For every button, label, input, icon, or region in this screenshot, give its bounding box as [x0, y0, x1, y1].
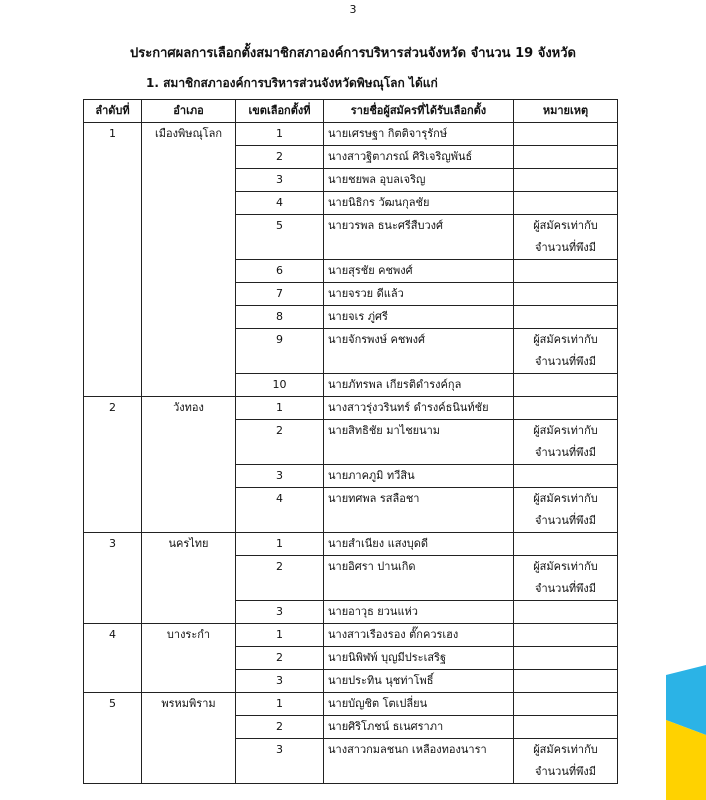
header-zone: เขตเลือกตั้งที่	[236, 100, 324, 123]
table-row	[84, 647, 618, 670]
cell-note	[514, 192, 618, 215]
cell-note	[514, 306, 618, 329]
cell-order	[84, 716, 142, 739]
cell-order	[84, 169, 142, 192]
section-subtitle: 1. สมาชิกสภาองค์การบริหารส่วนจังหวัดพิษณุโลก ได้แก่	[146, 76, 438, 90]
cell-zone: 1	[236, 123, 324, 146]
cell-note: ผู้สมัครเท่ากับ จำนวนที่พึงมี	[514, 420, 618, 465]
cell-zone: 3	[236, 739, 324, 784]
cell-candidate-name: นายบัญชิต โตเปลี่ยน	[324, 693, 514, 716]
cell-note: ผู้สมัครเท่ากับ จำนวนที่พึงมี	[514, 488, 618, 533]
cell-district	[142, 374, 236, 397]
table-row	[84, 123, 618, 146]
cell-note	[514, 397, 618, 420]
cell-district: พรหมพิราม	[142, 693, 236, 716]
cell-candidate-name: นายศิริโภชน์ ธเนศราภา	[324, 716, 514, 739]
cell-zone: 5	[236, 215, 324, 260]
cell-note	[514, 283, 618, 306]
cell-note	[514, 601, 618, 624]
table-row	[84, 329, 618, 374]
cell-district: บางระกำ	[142, 624, 236, 647]
table-row	[84, 146, 618, 169]
cell-candidate-name: นายเศรษฐา กิตติจารุรักษ์	[324, 123, 514, 146]
cell-candidate-name: นายอาวุธ ยวนแห่ว	[324, 601, 514, 624]
cell-zone: 1	[236, 397, 324, 420]
cell-note: ผู้สมัครเท่ากับ จำนวนที่พึงมี	[514, 215, 618, 260]
cell-order	[84, 488, 142, 533]
cell-zone: 2	[236, 420, 324, 465]
cell-district	[142, 670, 236, 693]
cell-zone: 7	[236, 283, 324, 306]
cell-order: 5	[84, 693, 142, 716]
cell-note: ผู้สมัครเท่ากับ จำนวนที่พึงมี	[514, 329, 618, 374]
cell-district	[142, 169, 236, 192]
cell-candidate-name: นางสาวเรืองรอง ตั๊กควรเฮง	[324, 624, 514, 647]
cell-note	[514, 123, 618, 146]
cell-candidate-name: นายภัทรพล เกียรติดำรงค์กุล	[324, 374, 514, 397]
cell-district	[142, 488, 236, 533]
cell-district	[142, 465, 236, 488]
table-row	[84, 693, 618, 716]
cell-candidate-name: นายชยพล อุบลเจริญ	[324, 169, 514, 192]
cell-district	[142, 192, 236, 215]
cell-note	[514, 260, 618, 283]
cell-note	[514, 647, 618, 670]
cell-district	[142, 329, 236, 374]
cell-district	[142, 739, 236, 784]
cell-district: วังทอง	[142, 397, 236, 420]
cell-zone: 8	[236, 306, 324, 329]
cell-district	[142, 215, 236, 260]
cell-candidate-name: นายทศพล รสลือชา	[324, 488, 514, 533]
cell-candidate-name: นายจเร ภู่ศรี	[324, 306, 514, 329]
cell-order	[84, 260, 142, 283]
cell-candidate-name: นายนิธิกร วัฒนกุลชัย	[324, 192, 514, 215]
table-row	[84, 488, 618, 533]
cell-district: เมืองพิษณุโลก	[142, 123, 236, 146]
cell-candidate-name: นางสาวกมลชนก เหลืองทองนารา	[324, 739, 514, 784]
cell-candidate-name: นางสาวรุ่งวรินทร์ ดำรงค์ธนินท์ชัย	[324, 397, 514, 420]
cell-order: 4	[84, 624, 142, 647]
page-number: 3	[349, 3, 357, 16]
cell-candidate-name: นายจักรพงษ์ คชพงศ์	[324, 329, 514, 374]
cell-candidate-name: นายสุรชัย คชพงศ์	[324, 260, 514, 283]
table-row	[84, 192, 618, 215]
cell-zone: 1	[236, 624, 324, 647]
cell-zone: 9	[236, 329, 324, 374]
cell-candidate-name: นายสำเนียง แสงบุดดี	[324, 533, 514, 556]
table-row	[84, 556, 618, 601]
table-row	[84, 716, 618, 739]
cell-order	[84, 283, 142, 306]
cell-candidate-name: นายนิพิฬพ์ บุญมีประเสริฐ	[324, 647, 514, 670]
cell-candidate-name: นายภาคภูมิ ทวีสิน	[324, 465, 514, 488]
table-row	[84, 215, 618, 260]
cell-note	[514, 374, 618, 397]
cell-note	[514, 465, 618, 488]
cell-district	[142, 601, 236, 624]
cell-zone: 2	[236, 647, 324, 670]
table-row	[84, 739, 618, 784]
table-row	[84, 374, 618, 397]
cell-zone: 2	[236, 716, 324, 739]
cell-order	[84, 601, 142, 624]
cell-zone: 2	[236, 556, 324, 601]
results-table	[83, 99, 618, 784]
cell-order	[84, 374, 142, 397]
cell-zone: 6	[236, 260, 324, 283]
cell-district	[142, 260, 236, 283]
cell-candidate-name: นางสาวฐิตาภรณ์ ศิริเจริญพันธ์	[324, 146, 514, 169]
cell-order	[84, 465, 142, 488]
cell-candidate-name: นายประทิน นุชท่าโพธิ์	[324, 670, 514, 693]
cell-district	[142, 647, 236, 670]
cell-order	[84, 192, 142, 215]
cell-order	[84, 739, 142, 784]
cell-note: ผู้สมัครเท่ากับ จำนวนที่พึงมี	[514, 739, 618, 784]
header-candidate: รายชื่อผู้สมัครที่ได้รับเลือกตั้ง	[324, 100, 514, 123]
table-row	[84, 533, 618, 556]
table-row	[84, 465, 618, 488]
cell-order: 1	[84, 123, 142, 146]
table-row	[84, 260, 618, 283]
cell-order	[84, 146, 142, 169]
cell-district	[142, 556, 236, 601]
cell-zone: 3	[236, 601, 324, 624]
cell-order	[84, 420, 142, 465]
cell-district: นครไทย	[142, 533, 236, 556]
cell-note	[514, 533, 618, 556]
table-header-row	[84, 100, 618, 123]
cell-zone: 4	[236, 488, 324, 533]
cell-order	[84, 215, 142, 260]
table-row	[84, 306, 618, 329]
table-row	[84, 169, 618, 192]
cell-zone: 1	[236, 533, 324, 556]
cell-note: ผู้สมัครเท่ากับ จำนวนที่พึงมี	[514, 556, 618, 601]
header-order: ลำดับที่	[84, 100, 142, 123]
table-row	[84, 420, 618, 465]
cell-note	[514, 146, 618, 169]
cell-candidate-name: นายวรพล ธนะศรีสืบวงศ์	[324, 215, 514, 260]
header-district: อำเภอ	[142, 100, 236, 123]
cell-district	[142, 420, 236, 465]
cell-district	[142, 306, 236, 329]
cell-zone: 3	[236, 169, 324, 192]
cell-candidate-name: นายอิศรา ปานเกิด	[324, 556, 514, 601]
cell-order: 2	[84, 397, 142, 420]
document-title: ประกาศผลการเลือกตั้งสมาชิกสภาองค์การบริหารส่วนจังหวัด จำนวน 19 จังหวัด	[130, 46, 576, 61]
header-note: หมายเหตุ	[514, 100, 618, 123]
cell-note	[514, 670, 618, 693]
cell-candidate-name: นายสิทธิชัย มาไชยนาม	[324, 420, 514, 465]
cell-district	[142, 146, 236, 169]
cell-order	[84, 670, 142, 693]
cell-district	[142, 283, 236, 306]
cell-note	[514, 693, 618, 716]
cell-zone: 3	[236, 670, 324, 693]
cell-zone: 3	[236, 465, 324, 488]
cell-district	[142, 716, 236, 739]
table-row	[84, 397, 618, 420]
cell-note	[514, 169, 618, 192]
corner-decoration	[666, 665, 706, 800]
cell-order	[84, 306, 142, 329]
cell-note	[514, 624, 618, 647]
cell-candidate-name: นายจรวย ดีแล้ว	[324, 283, 514, 306]
cell-zone: 10	[236, 374, 324, 397]
table-row	[84, 283, 618, 306]
cell-zone: 1	[236, 693, 324, 716]
cell-zone: 4	[236, 192, 324, 215]
table-row	[84, 601, 618, 624]
cell-zone: 2	[236, 146, 324, 169]
cell-order: 3	[84, 533, 142, 556]
table-row	[84, 670, 618, 693]
cell-order	[84, 329, 142, 374]
cell-note	[514, 716, 618, 739]
cell-order	[84, 647, 142, 670]
cell-order	[84, 556, 142, 601]
table-row	[84, 624, 618, 647]
